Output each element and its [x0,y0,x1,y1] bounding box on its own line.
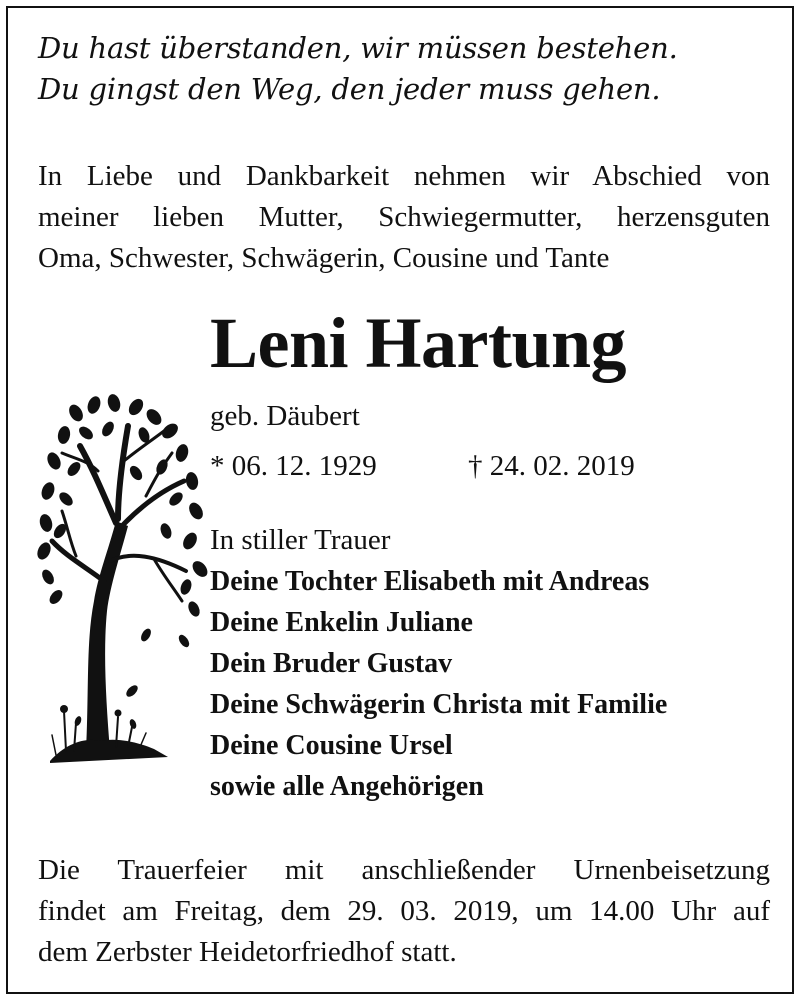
intro-line: Oma, Schwester, Schwägerin, Cousine und Tante [38,242,610,274]
obituary-notice [6,6,794,994]
mourners-block [210,520,770,807]
tree-silhouette-icon [36,391,208,771]
motto-verse [38,28,758,110]
motto-line: Du hast überstanden, wir müssen bestehen. [38,31,678,65]
funeral-line: Die Trauerfeier mit anschließender Urnenbeisetzung [38,854,770,886]
relative-line: Deine Enkelin Juliane [210,607,473,638]
relative-line: sowie alle Angehörigen [210,771,484,802]
maiden-name: geb. Däubert [210,400,360,432]
relative-line: Deine Schwägerin Christa mit Familie [210,689,668,720]
relative-line: Deine Cousine Ursel [210,730,453,761]
relative-line: Dein Bruder Gustav [210,648,453,679]
birth-date: * 06. 12. 1929 [210,450,377,482]
funeral-details [38,850,770,973]
mourning-heading: In stiller Trauer [210,524,391,556]
deceased-name: Leni Hartung [210,303,627,383]
relative-line: Deine Tochter Elisabeth mit Andreas [210,566,650,597]
death-date: † 24. 02. 2019 [468,450,635,482]
motto-line: Du gingst den Weg, den jeder muss gehen. [38,72,661,106]
funeral-line: dem Zerbster Heidetorfriedhof statt. [38,936,457,968]
intro-line: meiner lieben Mutter, Schwiegermutter, herzensguten [38,201,770,233]
intro-line: In Liebe und Dankbarkeit nehmen wir Abschied von [38,160,770,192]
intro-paragraph [38,156,770,279]
funeral-line: findet am Freitag, dem 29. 03. 2019, um 14.00 Uhr auf [38,895,770,927]
